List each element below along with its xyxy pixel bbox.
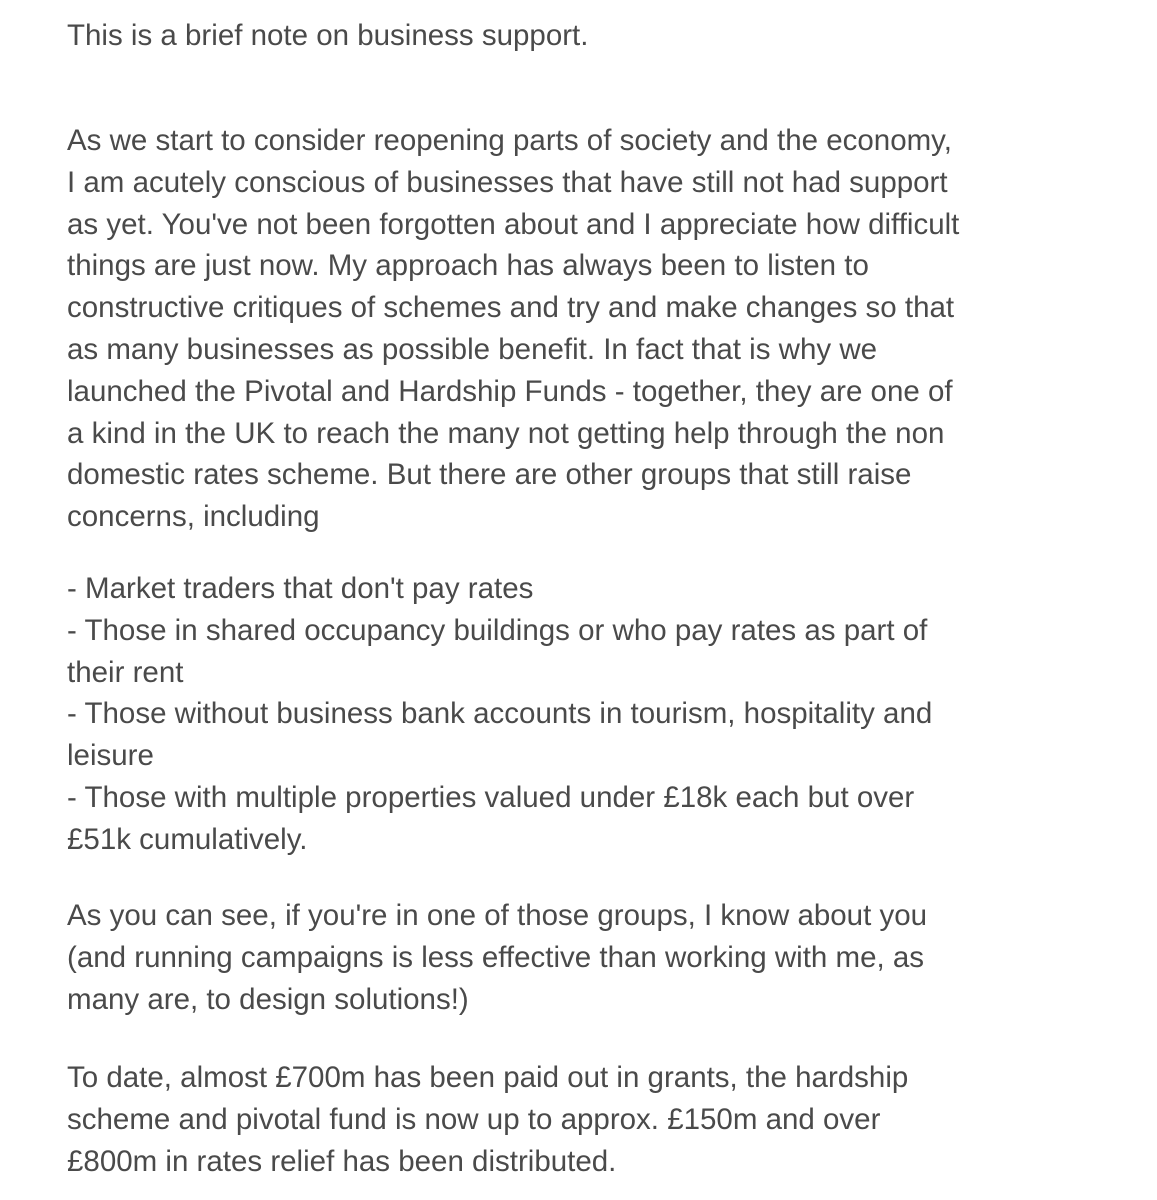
groups-paragraph: As you can see, if you're in one of those groups, I know about you (and running campaigns is less effective than working with me, as many are, to design solutions!)	[67, 899, 928, 1016]
intro-paragraph: As we start to consider reopening parts of society and the economy, I am acutely conscious of businesses that have still not had support as yet. You've not been forgotten about and I appreciate how difficult things are just now. My approach has always been to listen to constructive critiques of schemes and try and make changes so that as many businesses as possible benefit. In fact that is why we launched the Pivotal and Hardship Funds - together, they are one of a kind in the UK to reach the many not getting help through the non domestic rates scheme. But there are other groups that still raise concerns, including	[67, 124, 960, 534]
list-item: - Those without business bank accounts in tourism, hospitality and leisure	[67, 697, 933, 773]
list-item: - Those with multiple properties valued under £18k each but over £51k cumulatively.	[67, 780, 915, 856]
concerns-list	[67, 568, 1147, 861]
note-title: This is a brief note on business support.	[67, 19, 589, 52]
totals-paragraph: To date, almost £700m has been paid out in grants, the hardship scheme and pivotal fund is now up to approx. £150m and over £800m in rates relief has been distributed.	[67, 1061, 909, 1178]
list-item: - Those in shared occupancy buildings or who pay rates as part of their rent	[67, 613, 928, 689]
list-item: - Market traders that don't pay rates	[67, 572, 534, 605]
